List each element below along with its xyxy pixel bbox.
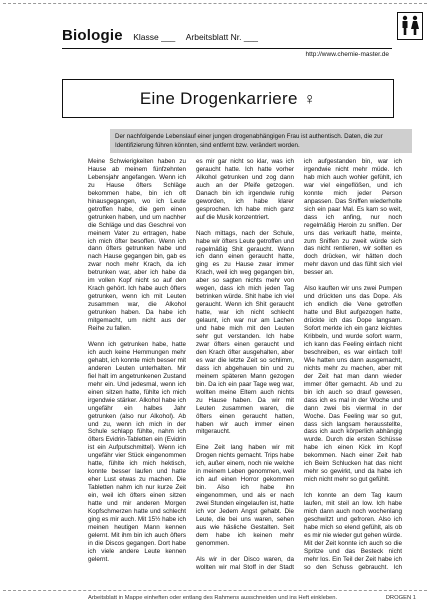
paragraph: Ich konnte an dem Tag kaum laufen, mit steil an low. Ich habe mich dann auch noch wochenlang geschwitzt und gefroren. Also ich habe mich so elend gefühlt, als ob es mir nie wieder gut gehen würde. Mit der Zeit konnte ich auch so die Spritze und das Besteck nicht mehr los. Ein Teil der Zeit habe ich so den Schuss gebraucht. Ich xyxy=(304,492,402,571)
subject-title: Biologie xyxy=(62,27,123,44)
paragraph: Wenn ich getrunken habe, hatte ich auch keine Hemmungen mehr gehabt, ich konnte mich besser mit anderen Leuten unterhalten. Mir fiel halt im angetrunkenen Zustand mehr ein. Und jedesmal, wenn ich einen sitzen hatte, fühlte ich mich irgendwie stärker. Alkohol habe ich ungefähr ein halbes Jahr getrunken (also nur Alkohol). Ab und zu, wenn ich mich in der Schule schlapp fühlte, nahm ich öfters Evidrin-Tabletten ein (Evidrin ist ein Aufputschmittel). Wenn ich ungefähr vier Stück eingenommen hatte, fühlte ich mich hektisch, konnte besser laufen und hatte eher Lust etwas zu machen. Die Tabletten nahm ich nur kurze Zeit ein, weil ich öfters einen sitzen hatte und mir anderen Morgen Kopfschmerzen hatte und schlecht ging es mir auch. Mit 15½ habe ich meinen heutigen Mann kennen gelernt. Mit ihm bin ich auch öfters in die Discos gegangen. Dort habe ich viele andere Leute kennen gelernt. xyxy=(88,340,186,563)
paragraph: Nach mittags, nach der Schule, habe wir öfters Leute getroffen und regelmäßig Shit geraucht. Wenn ich dann einen geraucht hatte, ging es zu Hause zwar immer Krach, weil ich weg gegangen bin, aber so sagten nichts mehr von wegen, dass ich mich jeden Tag betrinken würde. Shit habe ich viel geraucht. Wenn ich Shit geraucht hatte, war ich nicht schlecht gelaunt, ich war nur am Lachen und habe mich mit den Leuten sehr gut verstanden. Ich habe zwar öfters einen geraucht und den Krach öfter ausgehalten, aber es war die letzte Zeit so schlimm, dass ich abgehauen bin und zu meinem späteren Mann gezogen bin. Da ich ein paar Tage weg war, wollten meine Eltern auch nichts zu Hause haben. Da wir mit Leuten zusammen waren, die öfters einen geraucht hatten, haben wir auch immer einen mitgeraucht. xyxy=(196,229,294,436)
female-symbol-icon: ♀ xyxy=(303,91,317,108)
text-column-2 xyxy=(196,158,294,571)
header-row xyxy=(62,27,258,45)
website-url: http://www.chemie-master.de xyxy=(305,51,389,58)
page-title xyxy=(63,89,393,109)
paragraph: Als wir in der Disco waren, da wollten wir mal Stoff in der Stadt xyxy=(196,555,294,571)
story-columns xyxy=(88,158,412,571)
class-field-label: Klasse ___ xyxy=(133,32,176,42)
sheet-number-label: Arbeitsblatt Nr. ___ xyxy=(185,32,259,42)
worksheet-header xyxy=(62,13,392,61)
paragraph: ich aufgestanden bin, war ich irgendwie nicht mehr müde. Ich hab mich auch wohler gefühlt, ich war viel eingeflößen, und ich konnte mich jeder Person anpassen. Das Sniffen wiederholte sich ein paar Mal. Es kam so weit, dass ich anfing, nur noch regelmäßig Heroin zu sniffen. Der uns das verkauft hatte, meinte, zum Sniffen zu zweit würde sich das nicht rentieren, wir sollten es doch drücken, wir hätten doch mehr davon und das fühlt sich viel besser an. xyxy=(304,158,402,277)
footer-instruction: Arbeitsblatt in Mappe einheften oder entlang des Rahmens ausschneiden und ins Heft einkleben. xyxy=(88,595,338,601)
paragraph: Eine Zeit lang haben wir mit Drogen nichts gemacht. Trips habe ich, außer einem, noch nie welche in meinem Leben genommen, weil ich auf einen Horror gekommen bin. Also ich habe ihn eingenommen, und als er nach zwei Stunden eingelaufen ist, hatte ich vor Jedem Angst gehabt. Die Leute, die bei uns waren, sehen aus wie häsliche Gestalten. Seit dem habe ich keinen mehr genommen. xyxy=(196,444,294,547)
title-box xyxy=(62,79,394,118)
male-female-icon xyxy=(397,12,423,40)
intro-note: Der nachfolgende Lebenslauf einer jungen drogenabhängigen Frau ist authentisch. Daten, die zur Identifizierung führen könnten, sind entfernt bzw. verändert worden. xyxy=(110,129,412,153)
footer-sheet-code: DROGEN 1 xyxy=(385,595,416,601)
header-divider xyxy=(62,48,392,49)
cut-line-top xyxy=(3,3,427,4)
title-text: Eine Drogenkarriere xyxy=(139,89,298,108)
text-column-1 xyxy=(88,158,186,571)
paragraph: es mir gar nicht so klar, was ich geraucht hatte. Ich hatte vorher Alkohol getrunken und zog dann auch an der Pfeife getzogen. Danach bin ich irgendwie ruhig geworden, ich habe klarer gesprochen. Ich habe mich ganz auf die Musik konzentriert. xyxy=(196,158,294,221)
text-column-3 xyxy=(304,158,402,571)
cut-line-bottom xyxy=(3,590,427,591)
paragraph: Also kauften wir uns zwei Pumpen und drückten uns das Dope. Als ich endlich die Vene getroffen hatte und Blut aufgezogen hatte, drückte ich das Dope langsam. Sofort merkte ich ein ganz leichtes Kribbeln, und wurde sofort warm, ich kann das Feeling einfach nicht beschreiben, es war einfach toll! Wie hatten uns dann ausgemacht, nichts mehr zu machen, aber mit der Zeit hat man dann wieder immer öfter gemacht. Ab und zu bin ich auch so drauf gewesen, dass ich es mal in der Woche und dann zwei bis viermal in der Woche. Das Feeling war so gut, dass sich langsam herausstellte, dass ich auch körperlich abhängig wurde. Durch die ersten Schüsse habe ich einen Kick im Kopf bekommen. Nach einer Zeit hab ich Beim Schlucken hat das nicht mehr so gewirkt, und da habe ich mich nicht mehr so gut gefühlt. xyxy=(304,285,402,484)
paragraph: Meine Schwierigkeiten haben zu Hause ab meinem fünfzehnten Lebensjahr angefangen. Wenn ich zu Hause öfters Schläge bekommen habe, bin ich oft hinausgegangen, wo ich Leute getroffen habe, die gern einen getrunken haben, und um nachher die Schläge und das Geschrei von meinem Vater zu ertragen, habe ich mich öfter besoffen. Wenn ich dann öfters getrunken habe und nach Hause gegangen bin, gab es zwar noch mehr Krach, da ich betrunken war, aber ich habe da im vollen Kopf nicht so auf den Krach gehört. Ich habe auch öfters getrunken, wenn ich mit Leuten zusammen war, die Alkohol getrunken haben. Da habe ich mitgemacht, um nicht aus der Reihe zu fallen. xyxy=(88,158,186,333)
